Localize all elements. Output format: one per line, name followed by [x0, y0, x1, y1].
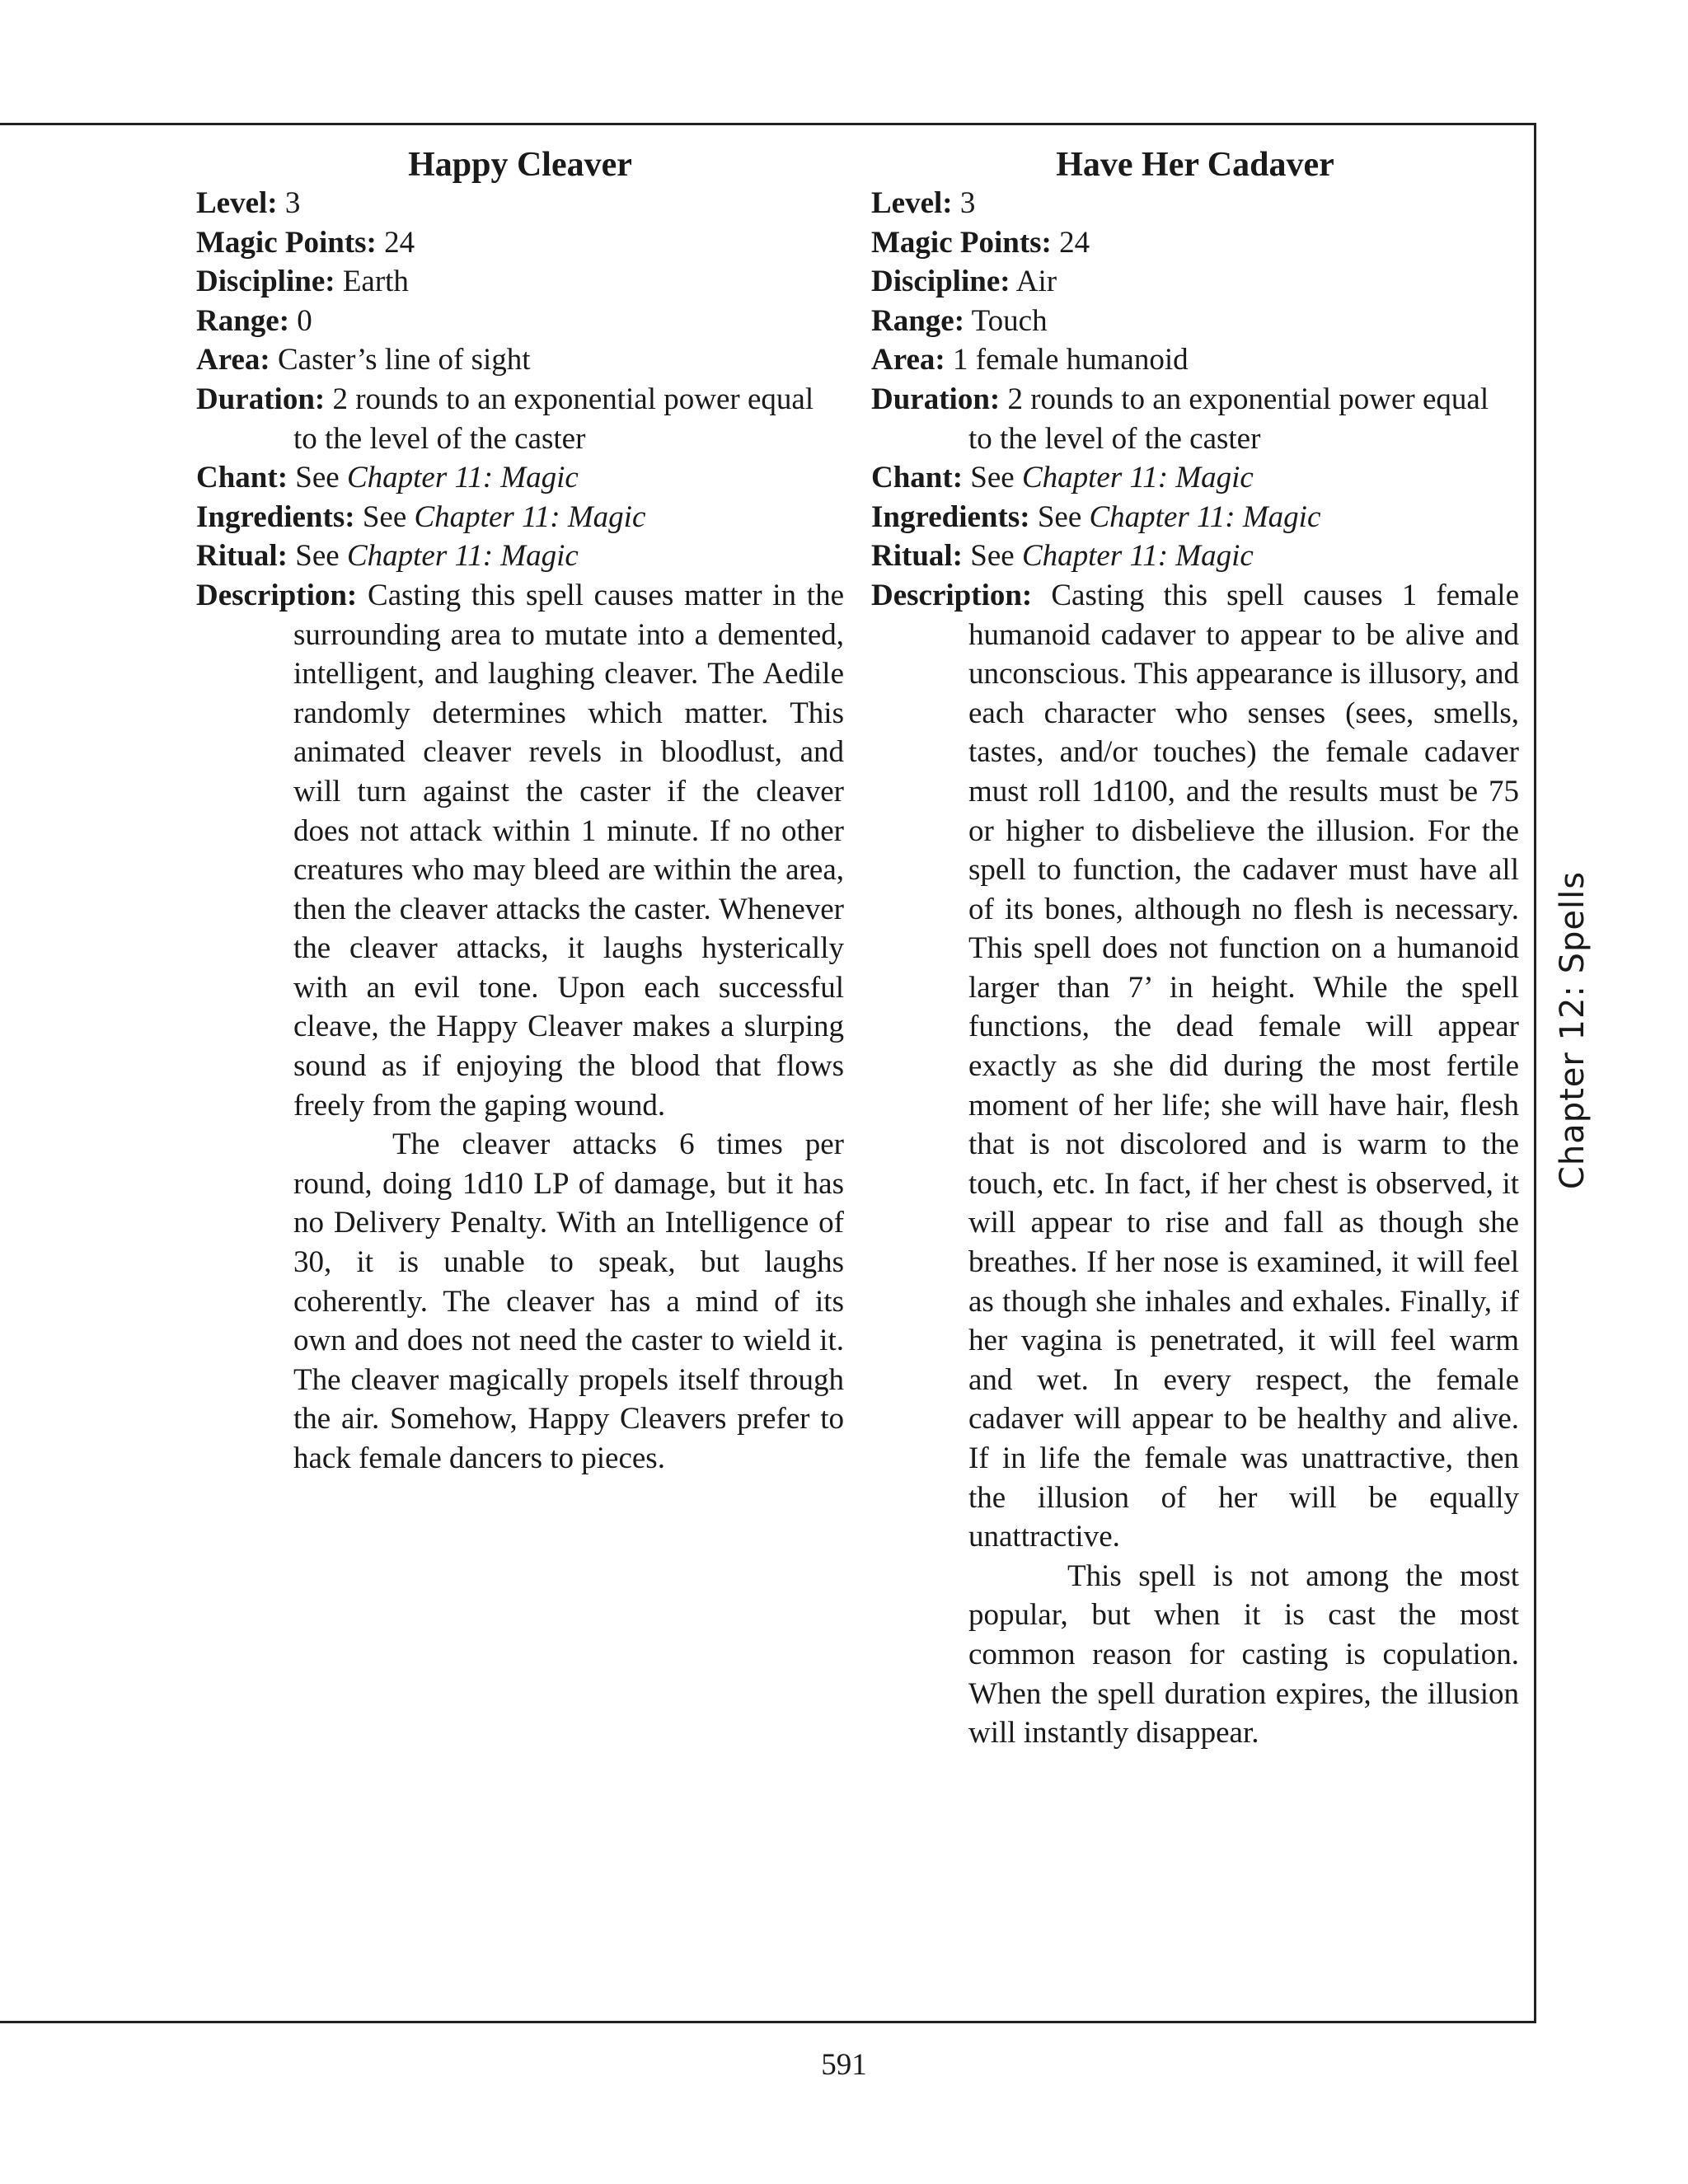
ingredients-field — [196, 498, 844, 537]
spell-entry-have-her-cadaver — [871, 143, 1519, 1753]
field-label: Description: — [196, 578, 358, 612]
chapter-reference: Chapter 11: Magic — [346, 461, 579, 495]
field-label: Discipline: — [871, 265, 1010, 299]
field-value: See — [970, 461, 1015, 495]
chant-field — [871, 458, 1519, 498]
level-field — [196, 184, 844, 223]
chapter-reference: Chapter 11: Magic — [1021, 539, 1254, 574]
field-value: Caster’s line of sight — [277, 343, 531, 377]
field-label: Duration: — [871, 382, 1001, 416]
description-paragraph-2: The cleaver attacks 6 times per round, doing 1d10 LP of damage, but it has no Delivery Penalty. With an Intelligence of 30, it is unable to speak, but laughs coherently. The cleaver has a mind of its own and does not need the caster to wield it. The cleaver magically propels itself through the air. Somehow, Happy Cleavers prefer to hack female dancers to pieces. — [293, 1127, 844, 1475]
description-paragraph-1: Casting this spell causes matter in the surrounding area to mutate into a demented, intelligent, and laughing cleaver. The Aedile randomly determines which matter. This animated cleaver revels in bloodlust, and will turn against the caster if the cleaver does not attack within 1 minute. If no other creatures who may bleed are within the area, then the cleaver attacks the caster. Whenever the cleaver attacks, it laughs hysterically with an evil tone. Upon each successful cleave, the Happy Cleaver makes a slurping sound as if enjoying the blood that flows freely from the gaping wound. — [293, 578, 845, 1122]
ritual-field — [196, 537, 844, 576]
field-label: Discipline: — [196, 265, 335, 299]
field-label: Range: — [871, 303, 965, 338]
magic-points-field — [196, 223, 844, 263]
area-field — [196, 340, 844, 380]
discipline-field — [871, 262, 1519, 302]
field-label: Magic Points: — [196, 225, 377, 260]
spell-title: Happy Cleaver — [408, 146, 632, 184]
field-value: 24 — [1059, 225, 1090, 260]
field-label: Area: — [871, 343, 945, 377]
field-label: Level: — [196, 186, 278, 220]
chapter-reference: Chapter 11: Magic — [414, 499, 646, 534]
field-label: Magic Points: — [871, 225, 1052, 260]
discipline-field — [196, 262, 844, 302]
field-label: Level: — [871, 186, 953, 220]
field-value: See — [970, 539, 1015, 574]
magic-points-field — [871, 223, 1519, 263]
field-label: Duration: — [196, 382, 326, 416]
field-value: Earth — [342, 265, 409, 299]
field-value: 2 rounds to an exponential power equal to the level of the caster — [968, 382, 1489, 456]
field-value: 3 — [959, 186, 976, 220]
ingredients-field — [871, 498, 1519, 537]
spell-title: Have Her Cadaver — [1056, 146, 1334, 184]
chapter-reference: Chapter 11: Magic — [1089, 499, 1321, 534]
duration-field — [871, 380, 1519, 458]
chant-field — [196, 458, 844, 498]
field-label: Ritual: — [196, 539, 288, 574]
ritual-field — [871, 537, 1519, 576]
field-value: See — [295, 539, 340, 574]
level-field — [871, 184, 1519, 223]
field-label: Range: — [196, 303, 290, 338]
field-value: Air — [1015, 265, 1057, 299]
chapter-reference: Chapter 11: Magic — [346, 539, 579, 574]
duration-field — [196, 380, 844, 458]
field-value: 3 — [284, 186, 301, 220]
description-field — [196, 576, 844, 1125]
field-value: See — [295, 461, 340, 495]
field-label: Description: — [871, 578, 1033, 612]
field-value: 2 rounds to an exponential power equal to the level of the caster — [293, 382, 814, 456]
field-value: 1 female humanoid — [952, 343, 1189, 377]
field-value: See — [1037, 499, 1082, 534]
field-label: Ingredients: — [871, 499, 1030, 534]
field-value: 24 — [384, 225, 415, 260]
field-label: Chant: — [196, 461, 288, 495]
description-paragraph-2: This spell is not among the most popular, but when it is cast the most common reason for casting is copulation. When the spell duration expires, the illusion will instantly disappear. — [968, 1558, 1519, 1750]
area-field — [871, 340, 1519, 380]
field-label: Ritual: — [871, 539, 963, 574]
description-field — [871, 576, 1519, 1557]
field-value: See — [362, 499, 407, 534]
spell-entry-happy-cleaver — [196, 143, 844, 1479]
field-label: Ingredients: — [196, 499, 355, 534]
chapter-reference: Chapter 11: Magic — [1021, 461, 1254, 495]
field-value: 0 — [297, 303, 312, 338]
range-field — [196, 302, 844, 341]
field-value: Touch — [971, 303, 1048, 338]
chapter-side-tab: Chapter 12: Spells — [1554, 870, 1592, 1190]
field-label: Chant: — [871, 461, 964, 495]
description-paragraph-1: Casting this spell causes 1 female humanoid cadaver to appear to be alive and unconscious. This appearance is illusory, and each character who senses (sees, smells, tastes, and/or touches) the female cadaver must roll 1d100, and the results must be 75 or higher to disbelieve the illusion. For the spell to function, the cadaver must have all of its bones, although no flesh is necessary. This spell does not function on a humanoid larger than 7’ in height. While the spell functions, the dead female will appear exactly as she did during the most fertile moment of her life; she will have hair, flesh that is not discolored and is warm to the touch, etc. In fact, if her chest is observed, it will appear to rise and fall as though she breathes. If her nose is examined, it will feel as though she inhales and exhales. Finally, if her vagina is penetrated, it will feel warm and wet. In every respect, the female cadaver will appear to be healthy and alive. If in life the female was unattractive, then the illusion of her will be equally unattractive. — [968, 578, 1519, 1554]
page-number: 591 — [821, 2048, 867, 2082]
field-label: Area: — [196, 343, 270, 377]
range-field — [871, 302, 1519, 341]
